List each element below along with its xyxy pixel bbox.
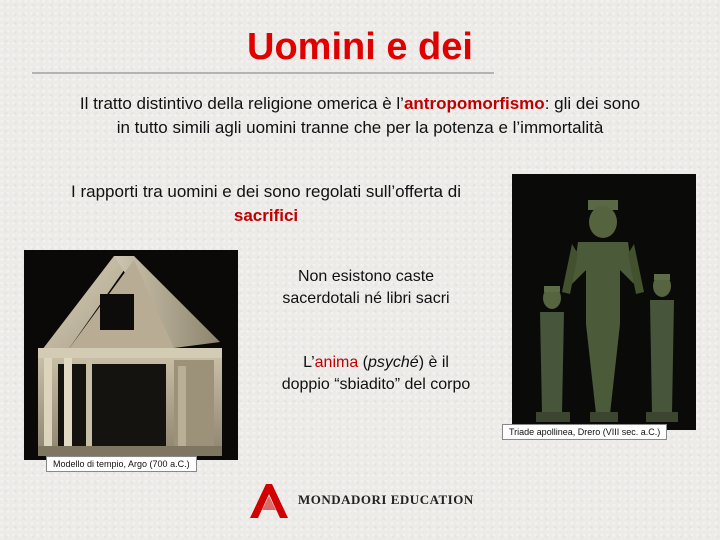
triad-caption: Triade apollinea, Drero (VIII sec. a.C.) xyxy=(502,424,667,440)
intro-paragraph xyxy=(20,92,700,140)
anima-highlight: anima xyxy=(314,354,359,371)
psyche-italic: psyché xyxy=(368,354,419,371)
sacrifici-highlight: sacrifici xyxy=(233,206,299,225)
intro-text-after: : gli dei sono xyxy=(544,94,641,113)
anima-line2: doppio “sbiadito” del corpo xyxy=(281,376,471,393)
logo-text: MONDADORI EDUCATION xyxy=(298,492,474,507)
slide-title: Uomini e dei xyxy=(247,26,473,68)
anima-open-paren: ( xyxy=(358,354,368,371)
temple-model-image xyxy=(24,250,238,460)
rapporti-line1: I rapporti tra uomini e dei sono regolati sull’offerta di xyxy=(71,182,461,201)
anima-paragraph xyxy=(256,352,496,396)
intro-line2: in tutto simili agli uomini tranne che per la potenza e l’immortalità xyxy=(116,118,604,137)
triad-statues-image xyxy=(512,174,696,430)
anima-rest: ) è il xyxy=(418,354,449,371)
antropomorfismo-highlight: antropomorfismo xyxy=(403,94,545,113)
title-underline xyxy=(32,72,494,74)
caste-paragraph xyxy=(256,266,476,310)
rapporti-paragraph xyxy=(36,180,496,228)
mondadori-logo-icon xyxy=(248,480,292,520)
intro-text: Il tratto distintivo della religione omerica è l’ xyxy=(79,94,404,113)
publisher-logo xyxy=(248,480,488,520)
caste-line2: sacerdotali né libri sacri xyxy=(282,290,450,307)
anima-prefix: L’ xyxy=(303,354,315,371)
temple-caption: Modello di tempio, Argo (700 a.C.) xyxy=(46,456,197,472)
caste-line1: Non esistono caste xyxy=(297,268,435,285)
